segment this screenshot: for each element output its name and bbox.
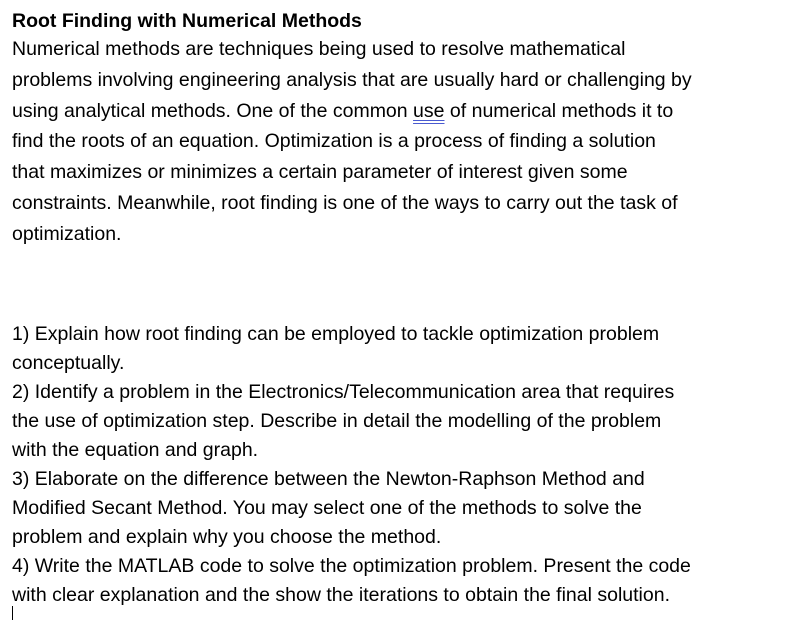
question-line: 1) Explain how root finding can be employed to tackle optimization problem bbox=[12, 323, 660, 345]
intro-line: that maximizes or minimizes a certain parameter of interest given some bbox=[12, 161, 628, 184]
intro-line: using analytical methods. One of the common use of numerical methods it to bbox=[12, 99, 674, 122]
question-line: Modified Secant Method. You may select one of the methods to solve the bbox=[12, 497, 642, 519]
intro-line: find the roots of an equation. Optimization is a process of finding a solution bbox=[12, 130, 656, 153]
intro-line: optimization. bbox=[12, 222, 122, 245]
question-line: the use of optimization step. Describe in detail the modelling of the problem bbox=[12, 410, 662, 432]
intro-line: constraints. Meanwhile, root finding is one of the ways to carry out the task of bbox=[12, 191, 678, 214]
intro-paragraph bbox=[12, 34, 787, 250]
question-line: 2) Identify a problem in the Electronics/Telecommunication area that requires bbox=[12, 381, 675, 403]
question-line: with clear explanation and the show the iterations to obtain the final solution. bbox=[12, 584, 671, 606]
question-line: with the equation and graph. bbox=[12, 439, 259, 461]
question-line: 3) Elaborate on the difference between the Newton-Raphson Method and bbox=[12, 468, 645, 490]
intro-line: Numerical methods are techniques being used to resolve mathematical bbox=[12, 38, 626, 60]
intro-line: problems involving engineering analysis that are usually hard or challenging by bbox=[12, 68, 692, 91]
questions-list bbox=[12, 320, 691, 610]
grammar-flagged-word[interactable]: use bbox=[413, 99, 445, 122]
question-line: problem and explain why you choose the method. bbox=[12, 526, 442, 548]
text-cursor bbox=[12, 606, 13, 620]
question-line: 4) Write the MATLAB code to solve the optimization problem. Present the code bbox=[12, 555, 691, 577]
document-page bbox=[12, 8, 787, 606]
document-title: Root Finding with Numerical Methods bbox=[12, 10, 362, 32]
question-line: conceptually. bbox=[12, 352, 125, 374]
